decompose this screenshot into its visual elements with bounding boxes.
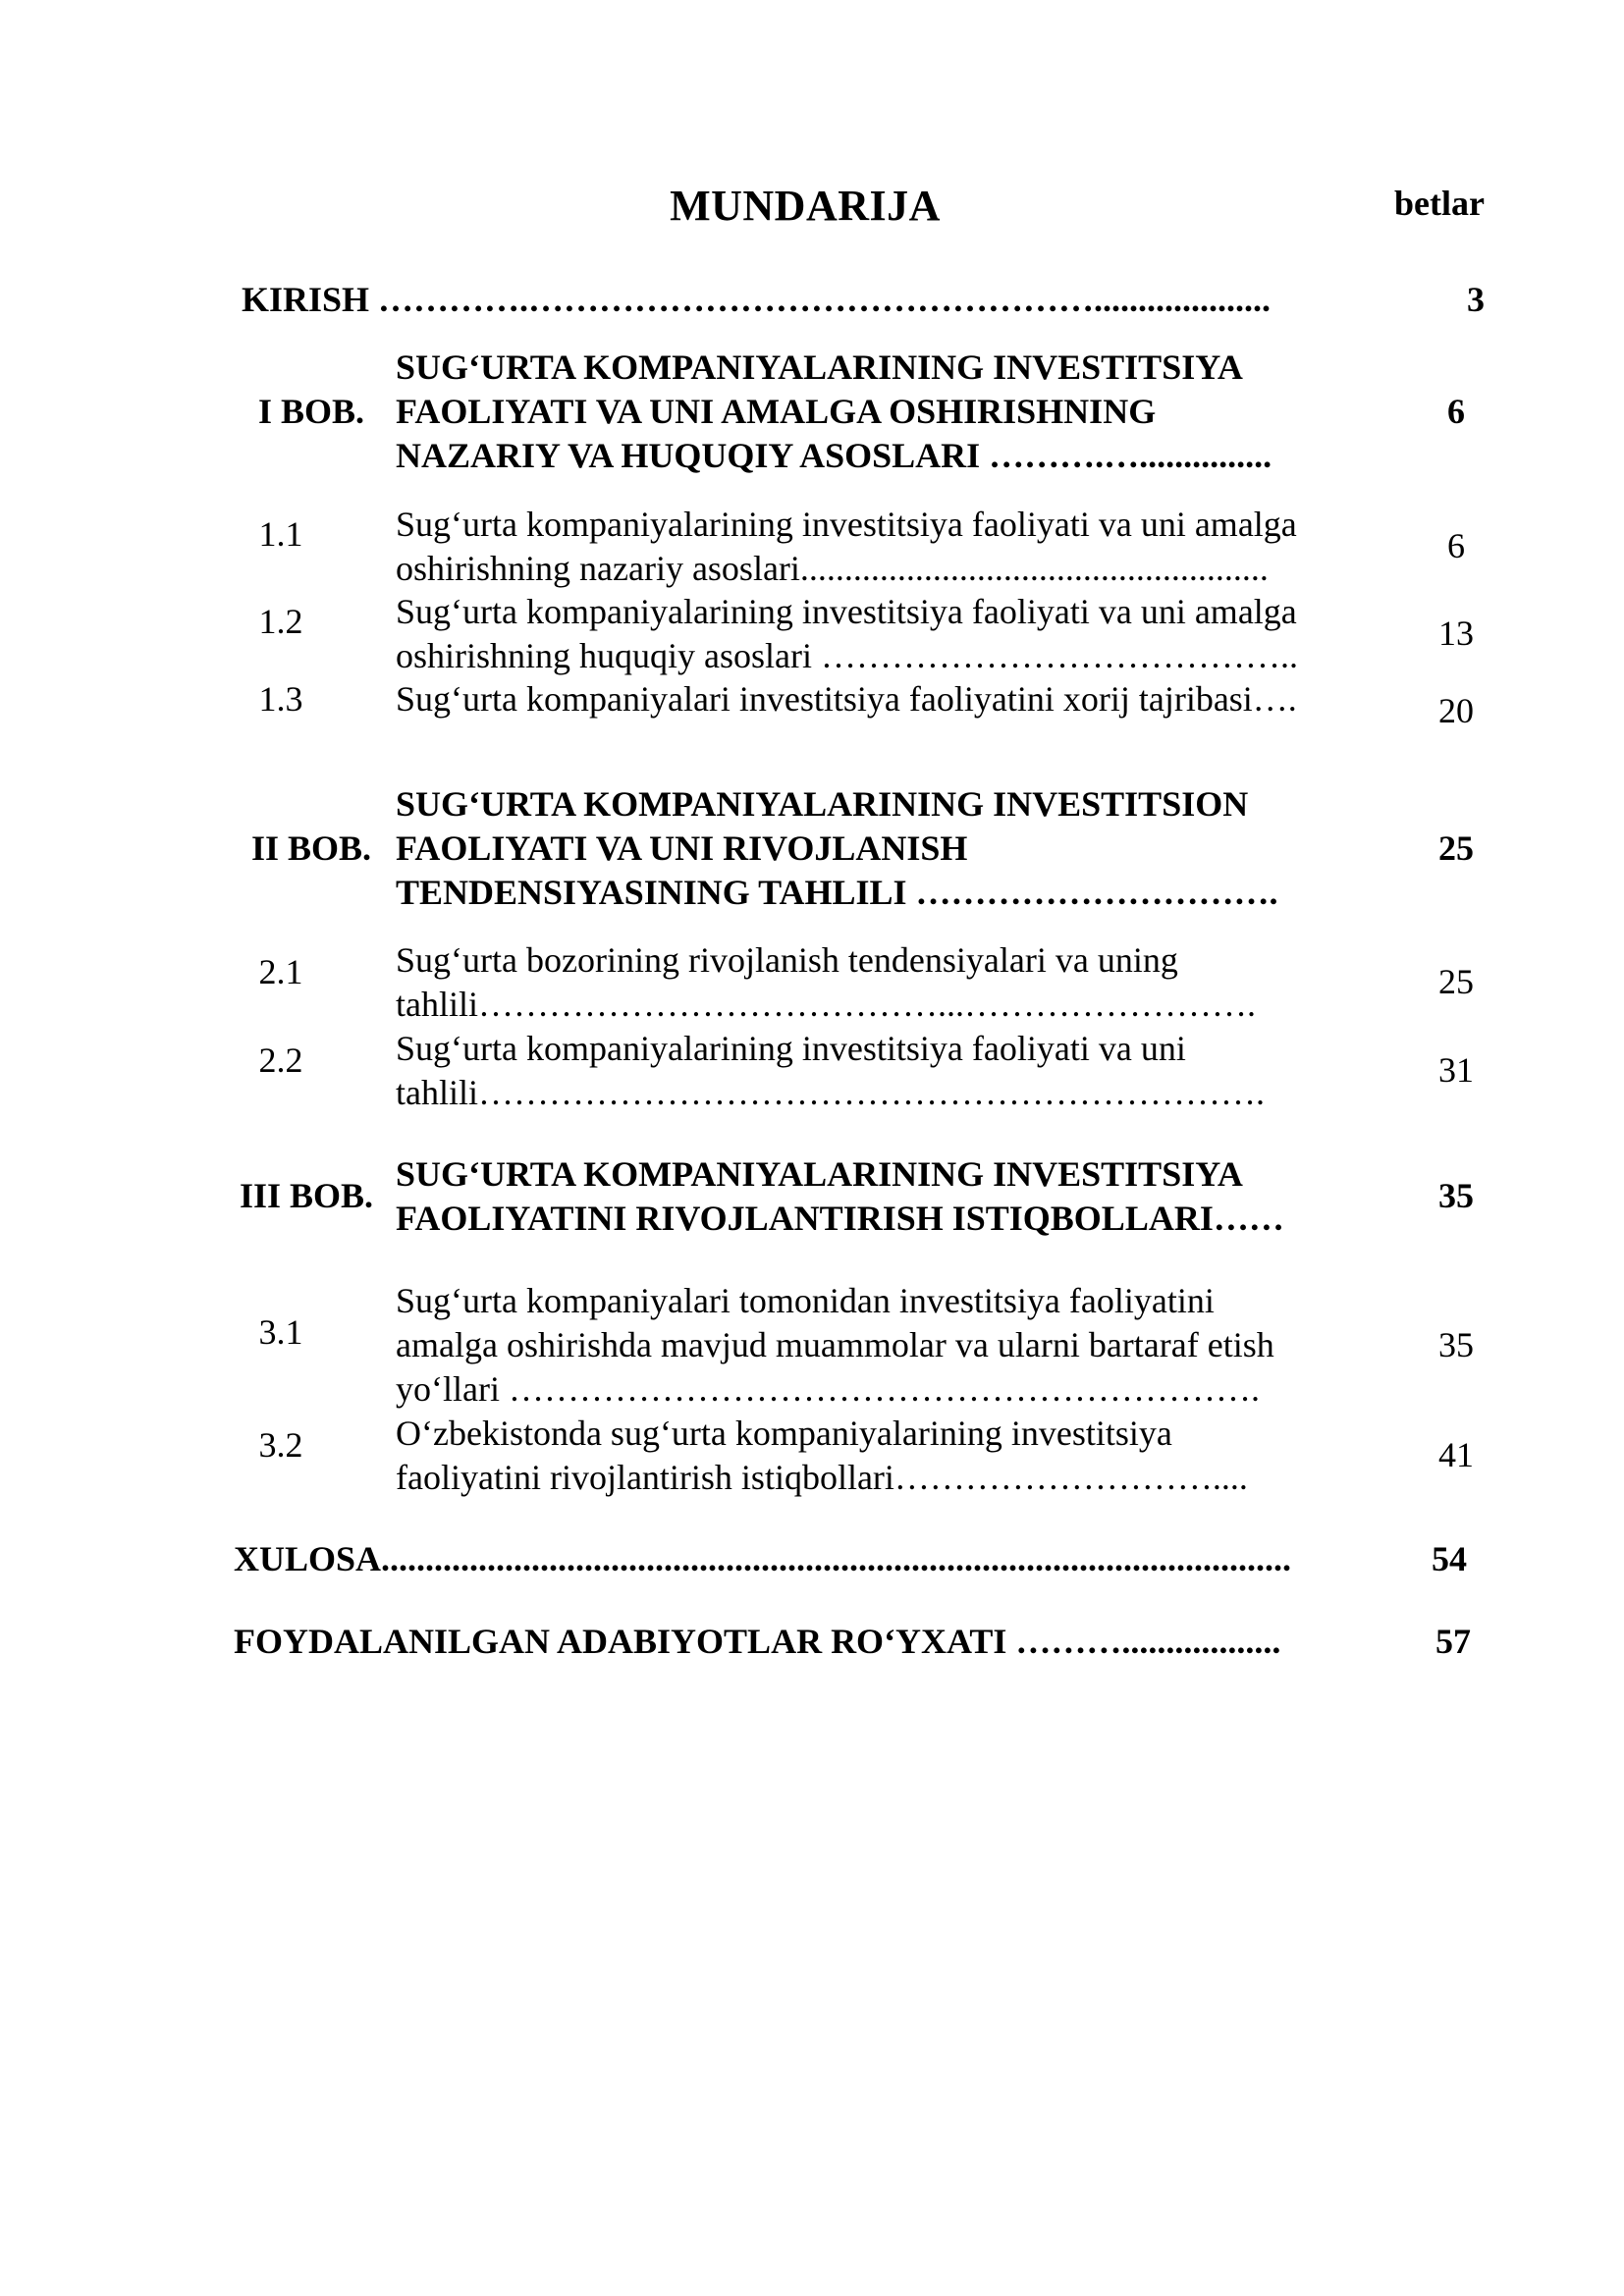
section-1-3-line-1: Sug‘urta kompaniyalari investitsiya faoliyatini xorij tajribasi…. xyxy=(396,679,1297,719)
section-1-3-number: 1.3 xyxy=(258,679,303,719)
chapter-1-title-line-1: SUG‘URTA KOMPANIYALARINING INVESTITSIYA xyxy=(396,347,1243,387)
section-1-2-number: 1.2 xyxy=(258,602,303,641)
section-1-1-line-2: oshirishning nazariy asoslari..................................................... xyxy=(396,549,1269,588)
section-1-2-page: 13 xyxy=(1438,614,1474,653)
toc-conclusion-page: 54 xyxy=(1432,1539,1467,1578)
section-1-2-line-1: Sug‘urta kompaniyalarining investitsiya faoliyati va uni amalga xyxy=(396,592,1297,631)
chapter-3-label: III BOB. xyxy=(239,1176,374,1215)
section-3-2-number: 3.2 xyxy=(258,1425,303,1465)
section-3-1-page: 35 xyxy=(1438,1325,1474,1364)
chapter-1-title-line-3: NAZARIY VA HUQUQIY ASOSLARI ……….…............... xyxy=(396,436,1272,475)
chapter-1-page: 6 xyxy=(1447,392,1465,431)
section-3-1-line-3: yo‘llari ………………………………………………………. xyxy=(396,1369,1260,1409)
chapter-3-title-line-1: SUG‘URTA KOMPANIYALARINING INVESTITSIYA xyxy=(396,1154,1243,1194)
chapter-2-title-line-1: SUG‘URTA KOMPANIYALARINING INVESTITSION xyxy=(396,784,1249,824)
section-3-2-page: 41 xyxy=(1438,1435,1474,1474)
toc-conclusion-text: XULOSA....................................................................................................... xyxy=(234,1539,1292,1578)
chapter-3-page: 35 xyxy=(1438,1176,1474,1215)
toc-intro-page: 3 xyxy=(1467,280,1485,319)
section-3-1-line-1: Sug‘urta kompaniyalari tomonidan investitsiya faoliyatini xyxy=(396,1281,1215,1320)
section-3-2-line-2: faoliyatini rivojlantirish istiqbollari……………………….... xyxy=(396,1458,1248,1497)
chapter-3-title-line-2: FAOLIYATINI RIVOJLANTIRISH ISTIQBOLLARI…… xyxy=(396,1199,1284,1238)
chapter-2-title-line-3: TENDENSIYASINING TAHLILI …………………………. xyxy=(396,873,1278,912)
toc-intro-text: KIRISH ………….………………………………………….................... xyxy=(242,280,1272,319)
section-3-1-number: 3.1 xyxy=(258,1312,303,1352)
section-1-2-line-2: oshirishning huquqiy asoslari ………………………………….. xyxy=(396,636,1298,675)
section-2-1-line-1: Sug‘urta bozorining rivojlanish tendensiyalari va uning xyxy=(396,940,1178,980)
chapter-2-page: 25 xyxy=(1438,828,1474,868)
section-1-1-line-1: Sug‘urta kompaniyalarining investitsiya faoliyati va uni amalga xyxy=(396,505,1297,544)
toc-references-page: 57 xyxy=(1435,1622,1471,1661)
toc-references-text: FOYDALANILGAN ADABIYOTLAR RO‘YXATI ……….................. xyxy=(234,1622,1281,1661)
pages-column-label: betlar xyxy=(1394,184,1485,223)
section-3-2-line-1: O‘zbekistonda sug‘urta kompaniyalarining investitsiya xyxy=(396,1414,1172,1453)
section-2-2-number: 2.2 xyxy=(258,1041,303,1080)
section-2-2-page: 31 xyxy=(1438,1050,1474,1090)
chapter-1-title-line-2: FAOLIYATI VA UNI AMALGA OSHIRISHNING xyxy=(396,392,1157,431)
section-1-1-number: 1.1 xyxy=(258,514,303,554)
chapter-2-label: II BOB. xyxy=(250,828,372,868)
section-2-2-line-1: Sug‘urta kompaniyalarining investitsiya faoliyati va uni xyxy=(396,1029,1186,1068)
page-title: MUNDARIJA xyxy=(670,182,941,230)
section-1-3-page: 20 xyxy=(1438,691,1474,730)
chapter-2-title-line-2: FAOLIYATI VA UNI RIVOJLANISH xyxy=(396,828,968,868)
section-1-1-page: 6 xyxy=(1447,526,1465,565)
section-2-1-number: 2.1 xyxy=(258,952,303,991)
section-2-1-line-2: tahlili…………………………………...……………………. xyxy=(396,985,1256,1024)
section-3-1-line-2: amalga oshirishda mavjud muammolar va ularni bartaraf etish xyxy=(396,1325,1274,1364)
chapter-1-label: I BOB. xyxy=(257,392,365,431)
section-2-2-line-2: tahlili…………………………………………………………. xyxy=(396,1073,1265,1112)
section-2-1-page: 25 xyxy=(1438,962,1474,1001)
